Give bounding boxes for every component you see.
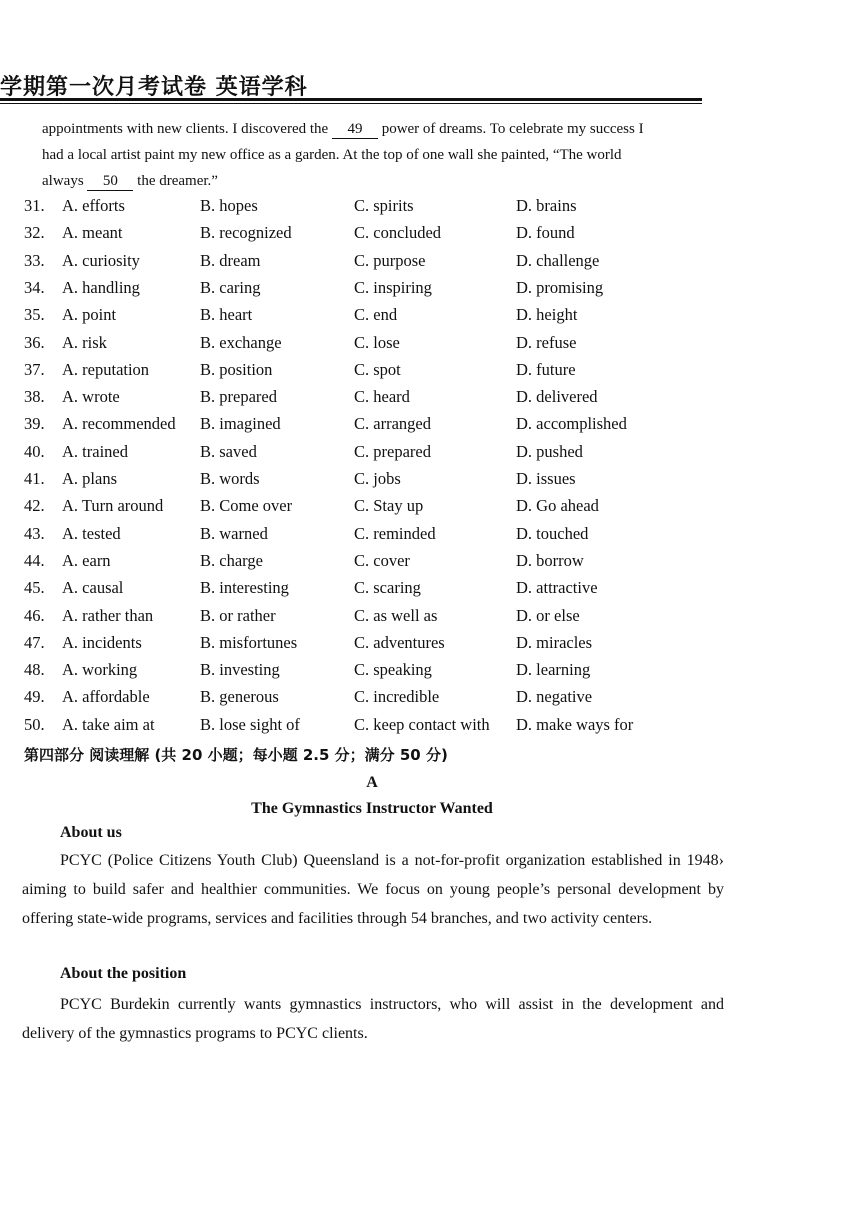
option-b: B. generous (200, 687, 279, 707)
option-a: A. efforts (62, 196, 125, 215)
option-c: C. spot (354, 359, 401, 379)
option-d: D. found (516, 223, 575, 243)
option-a: A. Turn around (62, 496, 164, 516)
option-d: D. touched (516, 523, 589, 543)
option-d: D. refuse (516, 332, 577, 352)
position-paragraph (22, 990, 724, 1048)
option-row (0, 387, 860, 414)
blank-49: 49 (332, 120, 378, 139)
option-b: B. exchange (200, 332, 282, 352)
option-c: C. concluded (354, 223, 442, 243)
option-a: A. curiosity (62, 250, 140, 270)
section-heading: 第四部分 阅读理解 (共 20 小题；每小题 2.5 分；满分 50 分) (24, 746, 448, 764)
option-a: A. point (62, 305, 117, 325)
option-d: D. promising (516, 277, 604, 297)
option-row (0, 606, 860, 633)
option-c: C. Stay up (354, 496, 424, 516)
option-row (0, 196, 860, 223)
option-b: B. position (200, 359, 273, 379)
option-b: B. imagined (200, 414, 281, 434)
option-c: C. lose (354, 332, 400, 352)
option-d: D. borrow (516, 550, 584, 570)
option-a: A. working (62, 660, 138, 680)
about-us-text: PCYC (Police Citizens Youth Club) Queensland is a not-for-profit organization established in 1948› aiming to build safer and healthier communities. We focus on young people’s personal development by offering state-wide programs, services and facilities through 54 branches, and two activity centers. (22, 852, 724, 927)
option-b: B. warned (200, 523, 268, 543)
option-c: C. spirits (354, 196, 414, 215)
option-row (0, 414, 860, 441)
question-number: 33. (24, 250, 45, 270)
option-d: D. miracles (516, 632, 593, 652)
option-d: D. brains (516, 196, 577, 215)
passage-title: The Gymnastics Instructor Wanted (251, 800, 493, 817)
option-row (0, 223, 860, 250)
option-d: D. negative (516, 687, 593, 707)
option-row (0, 360, 860, 387)
option-c: C. jobs (354, 469, 401, 488)
option-d: D. or else (516, 605, 580, 625)
option-a: A. trained (62, 441, 128, 461)
option-row (0, 660, 860, 687)
option-a: A. incidents (62, 632, 142, 652)
option-a: A. earn (62, 550, 111, 570)
option-c: C. end (354, 305, 398, 325)
header-rule-thin (0, 103, 702, 104)
option-c: C. reminded (354, 523, 436, 543)
option-c: C. prepared (354, 441, 431, 461)
option-row (0, 305, 860, 332)
cloze-line-3 (42, 168, 702, 194)
about-us-paragraph (22, 846, 724, 933)
option-b: B. investing (200, 660, 280, 680)
blank-50: 50 (87, 172, 133, 191)
option-a: A. rather than (62, 605, 154, 625)
cloze-line-1 (42, 116, 702, 142)
header-rule (0, 98, 702, 101)
option-c: C. as well as (354, 605, 438, 625)
option-b: B. saved (200, 441, 257, 461)
question-number: 34. (24, 277, 45, 297)
option-c: C. keep contact with (354, 714, 490, 734)
option-a: A. reputation (62, 359, 150, 379)
question-number: 43. (24, 523, 45, 543)
option-row (0, 578, 860, 605)
cloze-text: the dreamer.” (137, 173, 218, 189)
option-c: C. adventures (354, 632, 445, 652)
question-number: 44. (24, 550, 45, 570)
question-number: 47. (24, 632, 45, 652)
option-a: A. risk (62, 332, 107, 352)
option-d: D. accomplished (516, 414, 627, 434)
option-d: D. future (516, 359, 576, 379)
option-row (0, 524, 860, 551)
option-row (0, 278, 860, 305)
option-b: B. charge (200, 550, 263, 570)
option-d: D. delivered (516, 387, 598, 407)
cloze-text: appointments with new clients. I discovered the (42, 121, 329, 137)
cloze-text: always (42, 173, 84, 189)
option-c: C. arranged (354, 414, 431, 434)
option-a: A. handling (62, 277, 140, 297)
option-c: C. speaking (354, 660, 432, 680)
option-d: D. learning (516, 660, 591, 680)
question-number: 39. (24, 414, 45, 434)
option-b: B. words (200, 469, 260, 488)
option-a: A. wrote (62, 387, 120, 407)
option-d: D. height (516, 305, 578, 325)
question-number: 48. (24, 660, 45, 680)
question-number: 41. (24, 469, 45, 488)
option-b: B. or rather (200, 605, 276, 625)
option-row (0, 251, 860, 278)
option-a: A. affordable (62, 687, 150, 707)
option-b: B. dream (200, 250, 261, 270)
option-b: B. Come over (200, 496, 293, 516)
option-a: A. tested (62, 523, 121, 543)
option-b: B. misfortunes (200, 632, 298, 652)
question-number: 50. (24, 714, 45, 734)
option-row (0, 633, 860, 660)
question-number: 46. (24, 605, 45, 625)
option-c: C. scaring (354, 578, 421, 598)
option-c: C. incredible (354, 687, 440, 707)
option-c: C. heard (354, 387, 410, 407)
question-number: 37. (24, 359, 45, 379)
option-d: D. issues (516, 469, 576, 488)
option-b: B. hopes (200, 196, 258, 215)
option-row (0, 551, 860, 578)
cloze-text: power of dreams. To celebrate my success I (381, 121, 644, 137)
option-row (0, 715, 860, 742)
option-a: A. causal (62, 578, 124, 598)
option-row (0, 469, 860, 496)
position-text: PCYC Burdekin currently wants gymnastics instructors, who will assist in the development and delivery of the gymnastics programs to PCYC clients. (22, 996, 724, 1042)
option-d: D. attractive (516, 578, 598, 598)
option-b: B. recognized (200, 223, 292, 243)
option-c: C. cover (354, 550, 410, 570)
option-row (0, 442, 860, 469)
question-number: 35. (24, 305, 45, 325)
option-d: D. pushed (516, 441, 583, 461)
option-d: D. Go ahead (516, 496, 599, 516)
question-number: 49. (24, 687, 45, 707)
exam-header-title: 学期第一次月考试卷 英语学科 (0, 75, 308, 100)
option-c: C. inspiring (354, 277, 432, 297)
question-number: 42. (24, 496, 45, 516)
option-row (0, 333, 860, 360)
question-number: 31. (24, 196, 45, 215)
question-number: 38. (24, 387, 45, 407)
option-row (0, 687, 860, 714)
option-d: D. challenge (516, 250, 600, 270)
question-number: 36. (24, 332, 45, 352)
passage-letter: A (366, 774, 378, 791)
option-b: B. interesting (200, 578, 289, 598)
about-us-heading: About us (60, 824, 122, 841)
option-a: A. take aim at (62, 714, 155, 734)
option-b: B. heart (200, 305, 253, 325)
option-d: D. make ways for (516, 714, 634, 734)
option-c: C. purpose (354, 250, 426, 270)
option-row (0, 496, 860, 523)
option-a: A. plans (62, 469, 117, 488)
option-b: B. caring (200, 277, 261, 297)
option-b: B. lose sight of (200, 714, 300, 734)
question-number: 45. (24, 578, 45, 598)
question-number: 32. (24, 223, 45, 243)
question-number: 40. (24, 441, 45, 461)
option-a: A. meant (62, 223, 123, 243)
option-b: B. prepared (200, 387, 277, 407)
cloze-line-2: had a local artist paint my new office as a garden. At the top of one wall she painted, “The world (42, 147, 622, 163)
option-a: A. recommended (62, 414, 176, 434)
position-heading: About the position (60, 965, 187, 982)
